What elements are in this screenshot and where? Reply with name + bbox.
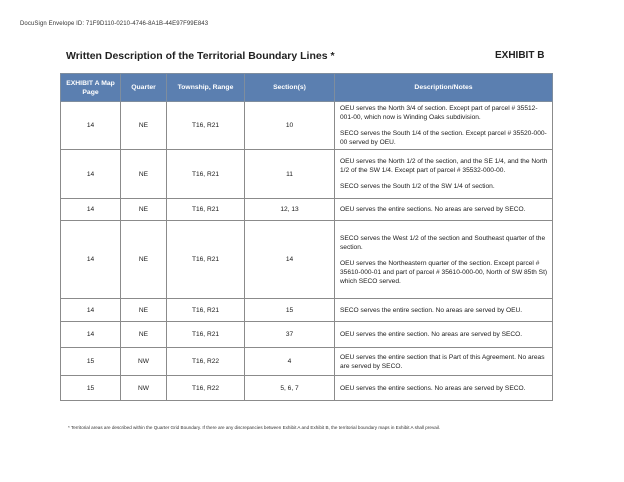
- cell-map-page: 14: [61, 299, 121, 322]
- cell-sections: 11: [245, 150, 335, 199]
- cell-township: T16, R21: [167, 199, 245, 221]
- table-row: [61, 376, 553, 401]
- cell-quarter: NE: [121, 150, 167, 199]
- exhibit-label: EXHIBIT B: [495, 50, 545, 61]
- table-row: [61, 348, 553, 376]
- cell-quarter: NW: [121, 348, 167, 376]
- boundary-table: [60, 73, 553, 401]
- envelope-id: DocuSign Envelope ID: 71F9D110-0210-4746-8A1B-44E97F99E843: [20, 21, 209, 27]
- description-line: OEU serves the entire sections. No areas are served by SECO.: [340, 384, 526, 392]
- cell-description: [335, 221, 553, 299]
- cell-township: T16, R22: [167, 376, 245, 401]
- cell-sections: 10: [245, 102, 335, 150]
- cell-quarter: NE: [121, 221, 167, 299]
- description-line: OEU serves the entire section. No areas are served by SECO.: [340, 331, 523, 338]
- cell-map-page: 14: [61, 102, 121, 150]
- table-row: [61, 102, 553, 150]
- header-description: Description/Notes: [335, 74, 553, 102]
- cell-township: T16, R21: [167, 299, 245, 322]
- description-line: SECO serves the South 1/2 of the SW 1/4 of section.: [340, 183, 495, 190]
- cell-map-page: 15: [61, 348, 121, 376]
- header-quarter: Quarter: [121, 74, 167, 102]
- cell-map-page: 15: [61, 376, 121, 401]
- table-row: [61, 221, 553, 299]
- description-line: OEU serves the North 3/4 of section. Except part of parcel # 35512-001-00, which now is Winding Oaks subdivision.: [340, 105, 538, 121]
- cell-map-page: 14: [61, 199, 121, 221]
- cell-township: T16, R22: [167, 348, 245, 376]
- cell-description: [335, 322, 553, 348]
- cell-description: [335, 348, 553, 376]
- cell-sections: 5, 6, 7: [245, 376, 335, 401]
- cell-sections: 37: [245, 322, 335, 348]
- header-sections: Section(s): [245, 74, 335, 102]
- header-map-page: EXHIBIT A Map Page: [61, 74, 121, 102]
- description-line: SECO serves the entire section. No areas are served by OEU.: [340, 306, 523, 314]
- cell-township: T16, R21: [167, 221, 245, 299]
- cell-map-page: 14: [61, 322, 121, 348]
- cell-description: [335, 199, 553, 221]
- cell-quarter: NE: [121, 299, 167, 322]
- cell-description: [335, 102, 553, 150]
- description-line: SECO serves the West 1/2 of the section and Southeast quarter of the section.: [340, 234, 546, 251]
- cell-description: [335, 299, 553, 322]
- cell-sections: 14: [245, 221, 335, 299]
- cell-quarter: NW: [121, 376, 167, 401]
- table-row: [61, 150, 553, 199]
- cell-description: [335, 376, 553, 401]
- table-header-row: [61, 74, 553, 102]
- cell-quarter: NE: [121, 102, 167, 150]
- description-line: SECO serves the South 1/4 of the section. Except parcel # 35520-000-00 served by OEU.: [340, 130, 547, 146]
- table-row: [61, 199, 553, 221]
- cell-township: T16, R21: [167, 102, 245, 150]
- description-line: OEU serves the Northeastern quarter of the section. Except parcel # 35610-000-01 and part of parcel # 35610-000-00, North of SW 85th St) which SECO served.: [340, 259, 548, 285]
- cell-description: [335, 150, 553, 199]
- cell-township: T16, R21: [167, 322, 245, 348]
- cell-map-page: 14: [61, 150, 121, 199]
- cell-sections: 15: [245, 299, 335, 322]
- cell-sections: 4: [245, 348, 335, 376]
- table-row: [61, 322, 553, 348]
- cell-sections: 12, 13: [245, 199, 335, 221]
- footnote: * Territorial areas are described within the Quarter Grid Boundary. If there are any discrepancies between Exhibit A and Exhibit B, the territorial boundary maps in Exhibit A shall prevail.: [68, 425, 441, 430]
- description-line: OEU serves the entire sections. No areas are served by SECO.: [340, 206, 526, 213]
- description-line: OEU serves the entire section that is Part of this Agreement. No areas are served by SECO.: [340, 353, 545, 370]
- table-row: [61, 299, 553, 322]
- description-line: OEU serves the North 1/2 of the section, and the SE 1/4, and the North 1/2 of the SW 1/4. Except part of parcel # 35532-000-00.: [340, 158, 548, 174]
- page-title: Written Description of the Territorial Boundary Lines *: [66, 50, 335, 62]
- cell-map-page: 14: [61, 221, 121, 299]
- header-township: Township, Range: [167, 74, 245, 102]
- cell-quarter: NE: [121, 322, 167, 348]
- cell-quarter: NE: [121, 199, 167, 221]
- cell-township: T16, R21: [167, 150, 245, 199]
